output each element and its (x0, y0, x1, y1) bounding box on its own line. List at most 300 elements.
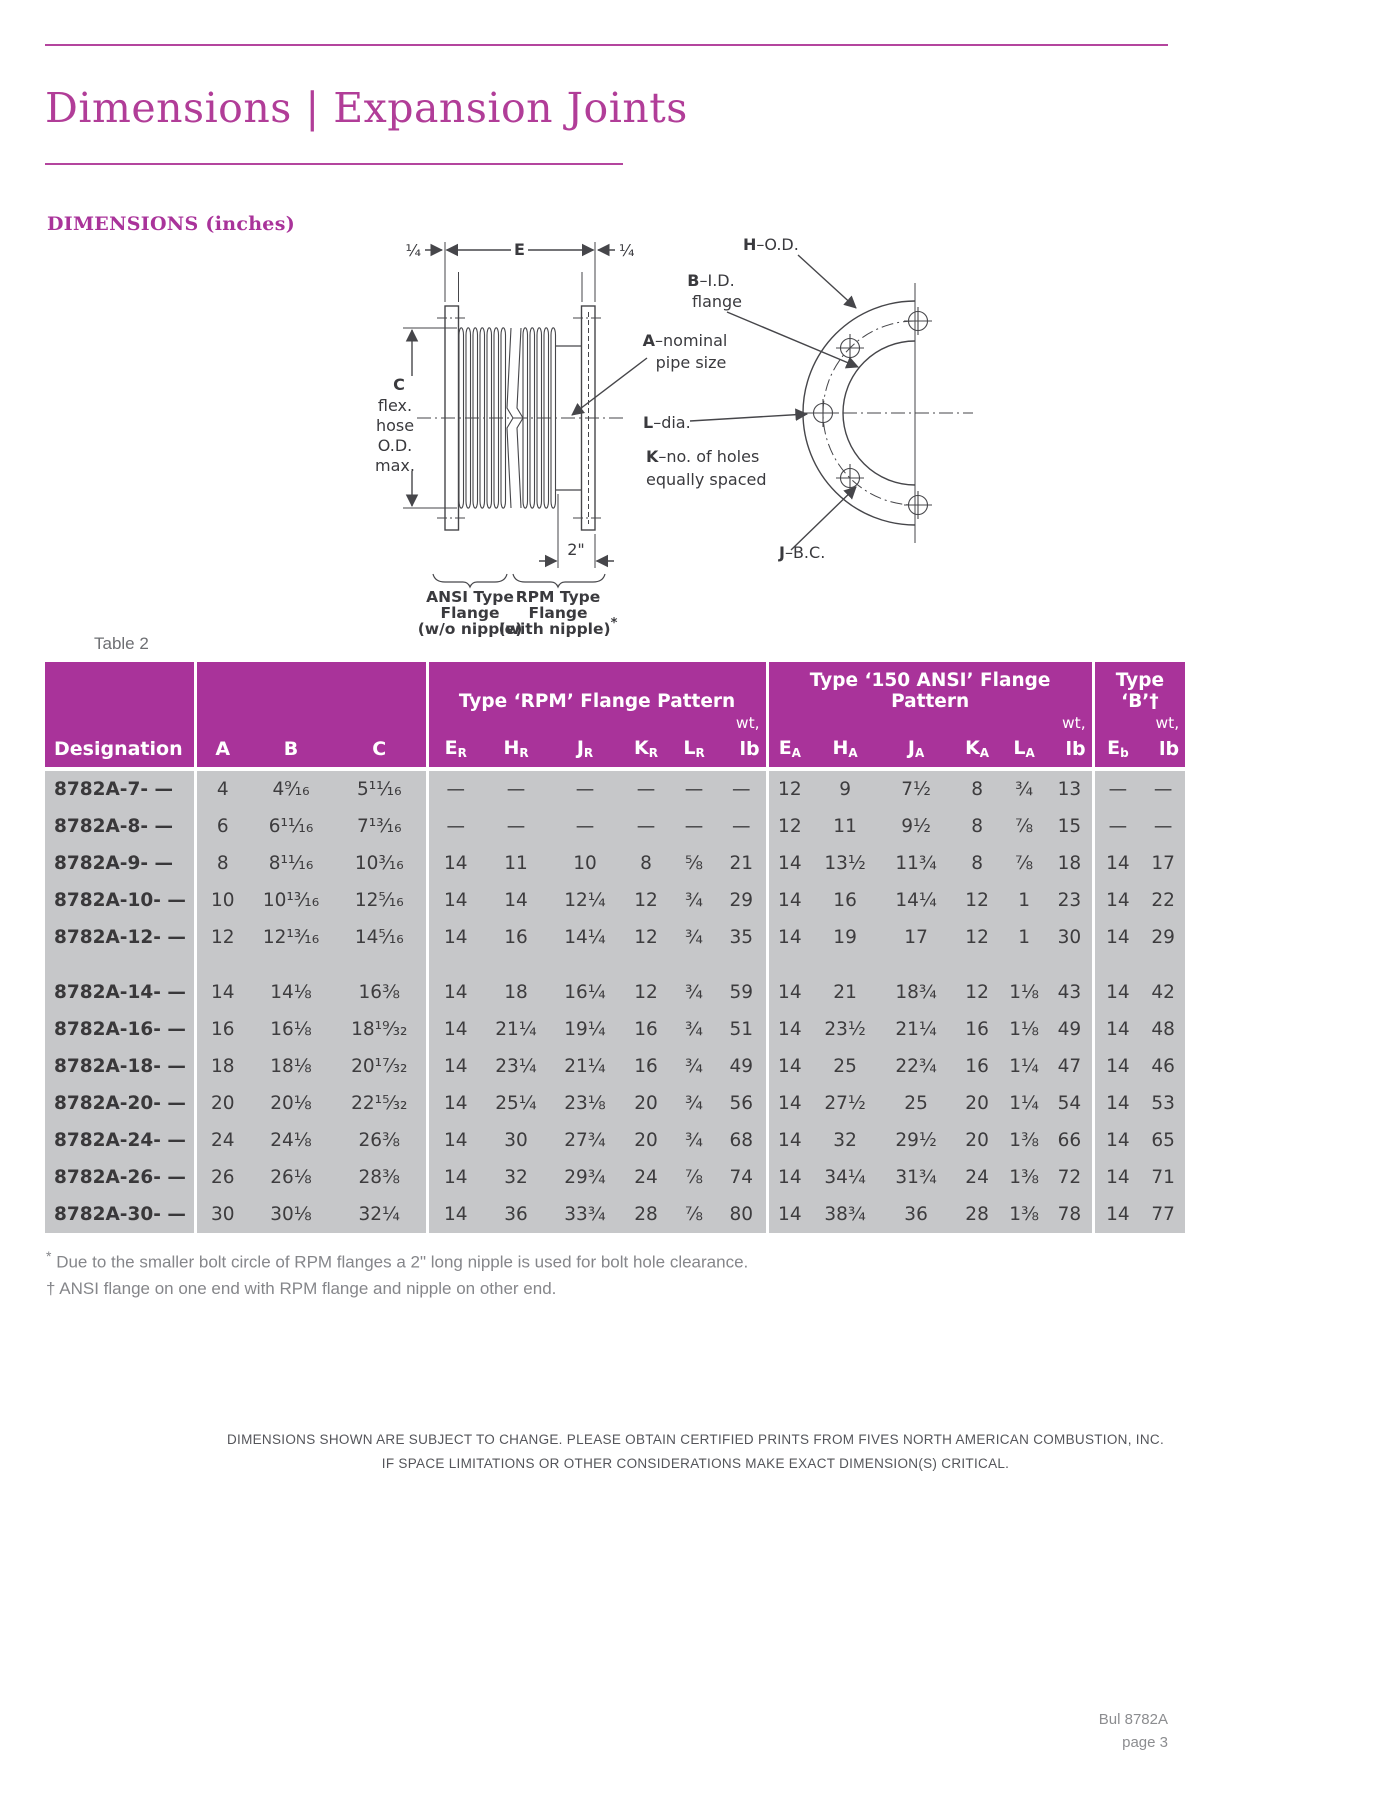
ansi-caption-line2: Flange (440, 604, 500, 622)
value-cell: 14 (483, 882, 549, 919)
value-cell: 43 (1047, 956, 1093, 1011)
value-cell: — (427, 808, 483, 845)
value-cell: 77 (1141, 1196, 1185, 1233)
group-header-b: Type ‘B’† (1093, 662, 1185, 712)
table-body (45, 769, 1185, 1233)
col-ha: $H_A$ (811, 732, 879, 769)
value-cell: 22 (1141, 882, 1185, 919)
value-cell: 18 (195, 1048, 249, 1085)
value-cell: 14 (427, 919, 483, 956)
value-cell: 12 (767, 769, 811, 808)
value-cell: 18 (1047, 845, 1093, 882)
value-cell: 8 (195, 845, 249, 882)
value-cell: 14 (767, 1011, 811, 1048)
j-bc-label: J–B.C. (779, 543, 826, 562)
value-cell: 34¼ (811, 1159, 879, 1196)
value-cell: 14 (767, 1122, 811, 1159)
value-cell: 1 (1001, 882, 1047, 919)
value-cell: 14¼ (549, 919, 621, 956)
rpm-caption-line2: Flange (528, 604, 588, 622)
value-cell: 26 (195, 1159, 249, 1196)
value-cell: 20⅛ (249, 1085, 333, 1122)
value-cell: 38¾ (811, 1196, 879, 1233)
value-cell: 1¼ (1001, 1085, 1047, 1122)
table-row (45, 1048, 1185, 1085)
expansion-joint-diagram (355, 228, 975, 638)
value-cell: ¾ (671, 1085, 717, 1122)
value-cell: 14⅛ (249, 956, 333, 1011)
header-spacer (249, 712, 333, 732)
dim-c-label: C (393, 375, 405, 394)
designation-cell: 8782A-30- — (45, 1196, 195, 1233)
wt-label-ansi: wt, (1047, 712, 1093, 732)
value-cell: ¾ (671, 919, 717, 956)
l-dia-label: L–dia. (643, 413, 691, 432)
designation-cell: 8782A-8- — (45, 808, 195, 845)
value-cell: 71 (1141, 1159, 1185, 1196)
table-row (45, 769, 1185, 808)
dagger-symbol: † (46, 1278, 56, 1298)
value-cell: 14 (767, 1196, 811, 1233)
disclaimer-line1: DIMENSIONS SHOWN ARE SUBJECT TO CHANGE. PLEASE OBTAIN CERTIFIED PRINTS FROM FIVES NORTH AMERICAN COMBUSTION, INC. (226, 1432, 1165, 1447)
value-cell: ¾ (671, 882, 717, 919)
value-cell: 14 (195, 956, 249, 1011)
value-cell: 14 (767, 1085, 811, 1122)
c-flex-label: flex. (377, 396, 413, 415)
designation-cell: 8782A-26- — (45, 1159, 195, 1196)
header-spacer (45, 662, 195, 712)
value-cell: — (671, 808, 717, 845)
header-columns-row (45, 732, 1185, 769)
col-eb: $E_b$ (1093, 732, 1141, 769)
value-cell: 14 (1093, 845, 1141, 882)
value-cell: 1⅜ (1001, 1159, 1047, 1196)
value-cell: 12 (621, 919, 671, 956)
ansi-caption-line1: ANSI Type (426, 588, 514, 606)
value-cell: 20 (621, 1085, 671, 1122)
value-cell: 14 (427, 1159, 483, 1196)
value-cell: 13¹⁄₂ (811, 845, 879, 882)
col-kr: $K_R$ (621, 732, 671, 769)
value-cell: 16 (621, 1048, 671, 1085)
value-cell: 12 (953, 956, 1001, 1011)
value-cell: 1 (1001, 919, 1047, 956)
designation-cell: 8782A-20- — (45, 1085, 195, 1122)
header-spacer (333, 712, 427, 732)
value-cell: 66 (1047, 1122, 1093, 1159)
value-cell: 36 (879, 1196, 953, 1233)
col-c: C (333, 732, 427, 769)
group-header-rpm: Type ‘RPM’ Flange Pattern (427, 662, 767, 712)
value-cell: — (717, 769, 767, 808)
designation-cell: 8782A-10- — (45, 882, 195, 919)
b-id-label: B–I.D. (687, 271, 735, 290)
title-divider (45, 163, 623, 165)
value-cell: 14⁵⁄₁₆ (333, 919, 427, 956)
k-holes-label: K–no. of holes (646, 447, 760, 466)
value-cell: 19¼ (549, 1011, 621, 1048)
value-cell: 14 (1093, 1159, 1141, 1196)
value-cell: 68 (717, 1122, 767, 1159)
value-cell: 47 (1047, 1048, 1093, 1085)
page-title: Dimensions | Expansion Joints (45, 84, 688, 132)
value-cell: 14 (767, 1159, 811, 1196)
value-cell: 29¾ (549, 1159, 621, 1196)
value-cell: 11 (483, 845, 549, 882)
value-cell: 30 (1047, 919, 1093, 956)
col-lb-ansi: lb (1047, 732, 1093, 769)
ansi-caption-line3: (w/o nipple) (417, 620, 523, 638)
value-cell: 14 (1093, 882, 1141, 919)
value-cell: 8 (953, 845, 1001, 882)
value-cell: 21¼ (483, 1011, 549, 1048)
value-cell: — (549, 808, 621, 845)
col-jr: $J_R$ (549, 732, 621, 769)
value-cell: 16⅛ (249, 1011, 333, 1048)
value-cell: 5¹¹⁄₁₆ (333, 769, 427, 808)
value-cell: 31¾ (879, 1159, 953, 1196)
quarter-left-label: ¼ (405, 241, 421, 260)
value-cell: 12 (767, 808, 811, 845)
col-ja: $J_A$ (879, 732, 953, 769)
value-cell: — (717, 808, 767, 845)
footnote-star: * Due to the smaller bolt circle of RPM flanges a 2" long nipple is used for bolt hole clearance. (46, 1248, 749, 1272)
value-cell: 24⅛ (249, 1122, 333, 1159)
header-spacer (195, 662, 427, 712)
value-cell: 11 (811, 808, 879, 845)
designation-cell: 8782A-7- — (45, 769, 195, 808)
value-cell: 1⅛ (1001, 1011, 1047, 1048)
header-spacer (549, 712, 621, 732)
value-cell: 29 (717, 882, 767, 919)
col-lr: $L_R$ (671, 732, 717, 769)
value-cell: ⅝ (671, 845, 717, 882)
value-cell: 9½ (879, 808, 953, 845)
disclaimer (0, 1428, 1391, 1476)
b-id-label-line2: flange (691, 292, 743, 311)
designation-cell: 8782A-9- — (45, 845, 195, 882)
table-caption: Table 2 (94, 634, 149, 653)
value-cell: ⅞ (671, 1196, 717, 1233)
value-cell: 12 (621, 882, 671, 919)
value-cell: 21 (811, 956, 879, 1011)
value-cell: 7¹³⁄₁₆ (333, 808, 427, 845)
value-cell: 8 (953, 808, 1001, 845)
value-cell: 16 (811, 882, 879, 919)
value-cell: 21¼ (549, 1048, 621, 1085)
value-cell: 14 (767, 845, 811, 882)
value-cell: 59 (717, 956, 767, 1011)
value-cell: 49 (1047, 1011, 1093, 1048)
value-cell: 1⅛ (1001, 956, 1047, 1011)
ansi-brace (433, 574, 507, 587)
value-cell: 21 (717, 845, 767, 882)
value-cell: 17 (1141, 845, 1185, 882)
value-cell: 4 (195, 769, 249, 808)
value-cell: 27½ (811, 1085, 879, 1122)
value-cell: 49 (717, 1048, 767, 1085)
a-label: A–nominal (642, 331, 728, 350)
wt-label-rpm: wt, (717, 712, 767, 732)
value-cell: 16 (953, 1011, 1001, 1048)
value-cell: 72 (1047, 1159, 1093, 1196)
value-cell: 20 (953, 1085, 1001, 1122)
value-cell: 65 (1141, 1122, 1185, 1159)
designation-cell: 8782A-18- — (45, 1048, 195, 1085)
value-cell: — (1141, 769, 1185, 808)
value-cell: 20 (195, 1085, 249, 1122)
table-row (45, 1196, 1185, 1233)
table-row (45, 845, 1185, 882)
value-cell: 8¹¹⁄₁₆ (249, 845, 333, 882)
value-cell: 22¾ (879, 1048, 953, 1085)
dimensions-table (45, 662, 1185, 1233)
value-cell: 11¾ (879, 845, 953, 882)
col-la: $L_A$ (1001, 732, 1047, 769)
value-cell: 6 (195, 808, 249, 845)
value-cell: 17 (879, 919, 953, 956)
value-cell: 35 (717, 919, 767, 956)
value-cell: 27¾ (549, 1122, 621, 1159)
value-cell: 12 (195, 919, 249, 956)
value-cell: 23¼ (483, 1048, 549, 1085)
value-cell: 6¹¹⁄₁₆ (249, 808, 333, 845)
top-divider (45, 44, 1168, 46)
value-cell: 1⅜ (1001, 1196, 1047, 1233)
value-cell: 29 (1141, 919, 1185, 956)
value-cell: ¾ (671, 1122, 717, 1159)
value-cell: 54 (1047, 1085, 1093, 1122)
value-cell: 18¹⁹⁄₃₂ (333, 1011, 427, 1048)
value-cell: — (1141, 808, 1185, 845)
value-cell: 32 (811, 1122, 879, 1159)
col-er: $E_R$ (427, 732, 483, 769)
k-holes-label-line2: equally spaced (646, 470, 767, 489)
header-spacer (811, 712, 879, 732)
value-cell: ⅞ (1001, 808, 1047, 845)
value-cell: 14 (1093, 919, 1141, 956)
col-lb-b: lb (1141, 732, 1185, 769)
value-cell: 8 (621, 845, 671, 882)
value-cell: 14 (1093, 1011, 1141, 1048)
value-cell: ¾ (1001, 769, 1047, 808)
value-cell: 26⅜ (333, 1122, 427, 1159)
value-cell: — (1093, 769, 1141, 808)
value-cell: 15 (1047, 808, 1093, 845)
page-footer (1099, 1708, 1168, 1754)
value-cell: 12 (621, 956, 671, 1011)
header-spacer (953, 712, 1001, 732)
value-cell: 32 (483, 1159, 549, 1196)
value-cell: — (621, 769, 671, 808)
group-header-ansi: Type ‘150 ANSI’ Flange Pattern (767, 662, 1093, 712)
value-cell: 29½ (879, 1122, 953, 1159)
asterisk-symbol: * (46, 1248, 52, 1264)
value-cell: 26⅛ (249, 1159, 333, 1196)
value-cell: 24 (953, 1159, 1001, 1196)
value-cell: 18 (483, 956, 549, 1011)
col-designation: Designation (45, 732, 195, 769)
value-cell: 56 (717, 1085, 767, 1122)
value-cell: 4⁹⁄₁₆ (249, 769, 333, 808)
value-cell: 48 (1141, 1011, 1185, 1048)
value-cell: 30 (195, 1196, 249, 1233)
col-b: B (249, 732, 333, 769)
bulletin-number: Bul 8782A (1098, 1711, 1168, 1728)
footnote-dagger: † ANSI flange on one end with RPM flange and nipple on other end. (46, 1278, 557, 1298)
value-cell: 16 (195, 1011, 249, 1048)
value-cell: 28 (953, 1196, 1001, 1233)
value-cell: ¾ (671, 1011, 717, 1048)
header-group-row (45, 662, 1185, 712)
value-cell: 20 (953, 1122, 1001, 1159)
rpm-brace (513, 574, 605, 587)
value-cell: 30 (483, 1122, 549, 1159)
value-cell: 42 (1141, 956, 1185, 1011)
rpm-caption-line3: (with nipple)* (498, 616, 618, 638)
section-heading: DIMENSIONS (inches) (47, 213, 295, 235)
value-cell: 14 (1093, 1196, 1141, 1233)
value-cell: 14 (1093, 956, 1141, 1011)
col-lb-rpm: lb (717, 732, 767, 769)
value-cell: 14 (767, 956, 811, 1011)
value-cell: 16¼ (549, 956, 621, 1011)
value-cell: 13 (1047, 769, 1093, 808)
header-spacer (45, 712, 195, 732)
value-cell: 14 (427, 1011, 483, 1048)
value-cell: 14 (427, 845, 483, 882)
a-label-line2: pipe size (655, 353, 727, 372)
rpm-caption-line1: RPM Type (515, 588, 601, 606)
value-cell: 21¼ (879, 1011, 953, 1048)
header-spacer (767, 712, 811, 732)
col-a: A (195, 732, 249, 769)
value-cell: 80 (717, 1196, 767, 1233)
table-row (45, 808, 1185, 845)
value-cell: ⅞ (671, 1159, 717, 1196)
value-cell: 14 (1093, 1048, 1141, 1085)
value-cell: 14 (427, 1085, 483, 1122)
table-row (45, 1085, 1185, 1122)
value-cell: 12¼ (549, 882, 621, 919)
value-cell: 22¹⁵⁄₃₂ (333, 1085, 427, 1122)
value-cell: 24 (621, 1159, 671, 1196)
value-cell: 14 (1093, 1122, 1141, 1159)
value-cell: 1⅜ (1001, 1122, 1047, 1159)
value-cell: 16 (483, 919, 549, 956)
value-cell: 25 (811, 1048, 879, 1085)
c-max-label: max. (375, 456, 415, 475)
value-cell: ¾ (671, 1048, 717, 1085)
header-spacer (621, 712, 671, 732)
c-od-label: O.D. (377, 436, 413, 455)
value-cell: 10 (195, 882, 249, 919)
value-cell: — (621, 808, 671, 845)
value-cell: 14¼ (879, 882, 953, 919)
value-cell: 16 (621, 1011, 671, 1048)
value-cell: 36 (483, 1196, 549, 1233)
value-cell: — (483, 808, 549, 845)
value-cell: 8 (953, 769, 1001, 808)
value-cell: ¾ (671, 956, 717, 1011)
value-cell: — (427, 769, 483, 808)
wt-label-b: wt, (1141, 712, 1185, 732)
col-ka: $K_A$ (953, 732, 1001, 769)
designation-cell: 8782A-24- — (45, 1122, 195, 1159)
value-cell: 28⅜ (333, 1159, 427, 1196)
col-ea: $E_A$ (767, 732, 811, 769)
quarter-right-label: ¼ (619, 241, 635, 260)
value-cell: 10¹³⁄₁₆ (249, 882, 333, 919)
two-inch-label: 2" (567, 540, 585, 559)
table-row (45, 919, 1185, 956)
footnotes (46, 1243, 748, 1302)
value-cell: 19 (811, 919, 879, 956)
dim-e-label: E (514, 240, 525, 259)
value-cell: 1¼ (1001, 1048, 1047, 1085)
value-cell: 18⅛ (249, 1048, 333, 1085)
designation-cell: 8782A-14- — (45, 956, 195, 1011)
value-cell: 23½ (811, 1011, 879, 1048)
header-spacer (427, 712, 483, 732)
value-cell: 12 (953, 919, 1001, 956)
value-cell: — (549, 769, 621, 808)
value-cell: 53 (1141, 1085, 1185, 1122)
value-cell: 24 (195, 1122, 249, 1159)
value-cell: 32¼ (333, 1196, 427, 1233)
header-spacer (1093, 712, 1141, 732)
table-row (45, 1122, 1185, 1159)
value-cell: 12 (953, 882, 1001, 919)
value-cell: 14 (767, 919, 811, 956)
value-cell: 25 (879, 1085, 953, 1122)
value-cell: 78 (1047, 1196, 1093, 1233)
value-cell: 46 (1141, 1048, 1185, 1085)
value-cell: 25¼ (483, 1085, 549, 1122)
value-cell: 28 (621, 1196, 671, 1233)
disclaimer-line2: IF SPACE LIMITATIONS OR OTHER CONSIDERATIONS MAKE EXACT DIMENSION(S) CRITICAL. (381, 1456, 1010, 1471)
value-cell: 18¾ (879, 956, 953, 1011)
value-cell: 12¹³⁄₁₆ (249, 919, 333, 956)
value-cell: 14 (767, 882, 811, 919)
value-cell: 20 (621, 1122, 671, 1159)
header-spacer (671, 712, 717, 732)
value-cell: 14 (427, 1196, 483, 1233)
value-cell: 14 (427, 956, 483, 1011)
designation-cell: 8782A-16- — (45, 1011, 195, 1048)
col-hr: $H_R$ (483, 732, 549, 769)
value-cell: 7½ (879, 769, 953, 808)
header-spacer (1001, 712, 1047, 732)
value-cell: 23⅛ (549, 1085, 621, 1122)
h-od-label: H–O.D. (743, 235, 799, 254)
value-cell: 20¹⁷⁄₃₂ (333, 1048, 427, 1085)
designation-cell: 8782A-12- — (45, 919, 195, 956)
value-cell: — (671, 769, 717, 808)
value-cell: 74 (717, 1159, 767, 1196)
value-cell: 16 (953, 1048, 1001, 1085)
value-cell: 12⁵⁄₁₆ (333, 882, 427, 919)
value-cell: 10 (549, 845, 621, 882)
table-row (45, 956, 1185, 1011)
value-cell: 9 (811, 769, 879, 808)
value-cell: 10³⁄₁₆ (333, 845, 427, 882)
value-cell: 14 (427, 1048, 483, 1085)
value-cell: 14 (427, 1122, 483, 1159)
value-cell: 33¾ (549, 1196, 621, 1233)
header-spacer (195, 712, 249, 732)
header-spacer (483, 712, 549, 732)
